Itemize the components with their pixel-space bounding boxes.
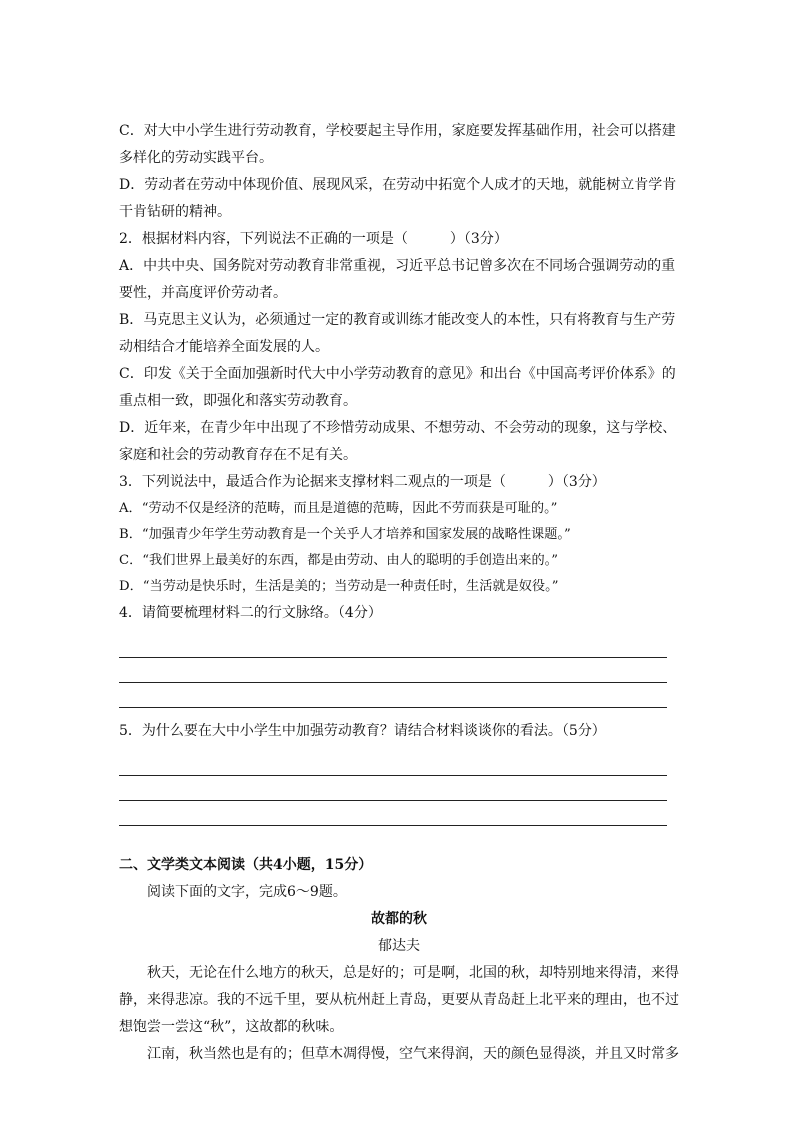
q3-option-a: A．“劳动不仅是经济的范畴，而且是道德的范畴，因此不劳而获是可耻的。” xyxy=(119,501,558,516)
q4-answer-area[interactable] xyxy=(119,633,667,708)
q2-option-d-line2: 家庭和社会的劳动教育存在不足有关。 xyxy=(119,447,357,463)
q3-option-c: C．“我们世界上最美好的东西，都是由劳动、由人的聪明的手创造出来的。” xyxy=(119,553,558,568)
q5-answer-area[interactable] xyxy=(119,751,667,826)
q2-option-b-line1: B．马克思主义认为，必须通过一定的教育或训练才能改变人的本性，只有将教育与生产劳 xyxy=(119,312,676,328)
q1-option-d-line2: 干肯钻研的精神。 xyxy=(119,204,231,220)
q2-option-b-line2: 动相结合才能培养全面发展的人。 xyxy=(119,339,329,355)
q2-option-c-line2: 重点相一致，即强化和落实劳动教育。 xyxy=(119,393,357,409)
exam-page xyxy=(119,118,679,1068)
q4-stem: 4．请简要梳理材料二的行文脉络。（4分） xyxy=(119,605,382,621)
answer-line[interactable] xyxy=(119,683,667,708)
q1-option-c-line2: 多样化的劳动实践平台。 xyxy=(119,150,273,166)
answer-line[interactable] xyxy=(119,776,667,801)
q3-option-b: B．“加强青少年学生劳动教育是一个关乎人才培养和国家发展的战略性课题。” xyxy=(119,527,571,542)
q2-option-a-line2: 要性，并高度评价劳动者。 xyxy=(119,285,287,301)
q2-option-d-line1: D．近年来，在青少年中出现了不珍惜劳动成果、不想劳动、不会劳动的现象，这与学校、 xyxy=(119,420,677,436)
q2-stem: 2．根据材料内容，下列说法不正确的一项是（ ）（3分） xyxy=(119,231,508,247)
article-para1-line1: 秋天，无论在什么地方的秋天，总是好的；可是啊，北国的秋，却特别地来得清，来得 xyxy=(147,965,679,981)
answer-line[interactable] xyxy=(119,801,667,826)
q2-option-c-line1: C．印发《关于全面加强新时代大中小学劳动教育的意见》和出台《中国高考评价体系》的 xyxy=(119,366,676,382)
q3-option-d: D．“当劳动是快乐时，生活是美的；当劳动是一种责任时，生活就是奴役。” xyxy=(119,579,559,594)
article-title: 故都的秋 xyxy=(371,911,427,927)
q1-option-d-line1: D．劳动者在劳动中体现价值、展现风采，在劳动中拓宽个人成才的天地，就能树立肯学肯 xyxy=(119,177,677,193)
section-2-instruction: 阅读下面的文字，完成6～9题。 xyxy=(147,884,347,900)
answer-line[interactable] xyxy=(119,633,667,658)
q3-stem: 3．下列说法中，最适合作为论据来支撑材料二观点的一项是（ ）（3分） xyxy=(119,474,606,490)
q1-option-c-line1: C．对大中小学生进行劳动教育，学校要起主导作用，家庭要发挥基础作用，社会可以搭建 xyxy=(119,123,676,139)
article-author: 郁达夫 xyxy=(378,938,420,954)
article-para2-line1: 江南，秋当然也是有的；但草木凋得慢，空气来得润，天的颜色显得淡，并且又时常多 xyxy=(147,1046,679,1062)
article-para1-line3: 想饱尝一尝这“秋”，这故都的秋味。 xyxy=(119,1019,344,1035)
answer-line[interactable] xyxy=(119,751,667,776)
section-2-title: 二、文学类文本阅读（共4小题，15分） xyxy=(119,857,373,873)
answer-line[interactable] xyxy=(119,658,667,683)
article-para1-line2: 静，来得悲凉。我的不远千里，要从杭州赶上青岛，更要从青岛赶上北平来的理由，也不过 xyxy=(119,992,679,1008)
q5-stem: 5．为什么要在大中小学生中加强劳动教育？请结合材料谈谈你的看法。（5分） xyxy=(119,723,606,739)
q2-option-a-line1: A．中共中央、国务院对劳动教育非常重视，习近平总书记曾多次在不同场合强调劳动的重 xyxy=(119,258,676,274)
